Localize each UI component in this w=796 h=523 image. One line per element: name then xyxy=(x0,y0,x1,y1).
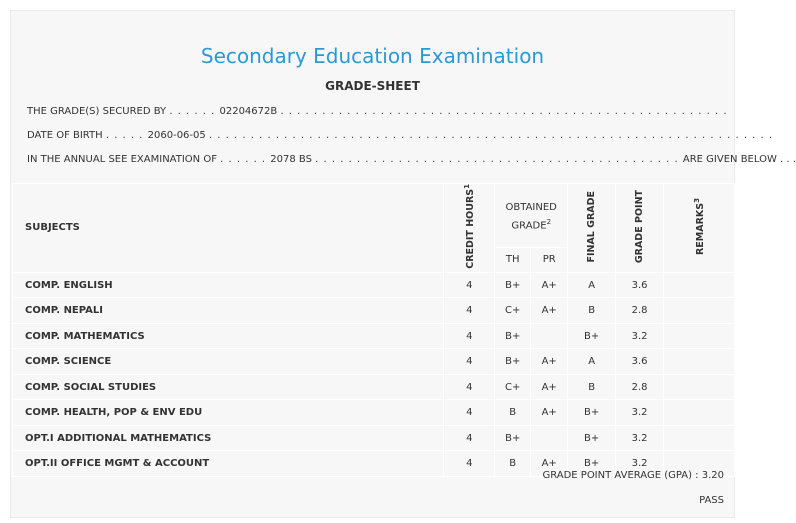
subject-name: COMP. ENGLISH xyxy=(13,272,444,298)
table-row xyxy=(13,374,735,400)
grades-table xyxy=(12,183,735,477)
final-grade-cell: A xyxy=(568,272,616,298)
table-row xyxy=(13,349,735,375)
remarks-cell xyxy=(664,374,735,400)
table-row xyxy=(13,298,735,324)
remarks-cell xyxy=(664,425,735,451)
dob-line: DATE OF BIRTH . . . . . 2060-06-05 . . . . . . . . . . . . . . . . . . . . . . . . . . . . . . . . . . . . . . . . . . . . . . . . . . . . . . . . . . . . . . . . . . . . xyxy=(27,130,774,141)
grade-point-cell: 2.8 xyxy=(616,298,664,324)
subject-name: COMP. NEPALI xyxy=(13,298,444,324)
remarks-cell xyxy=(664,349,735,375)
remarks-cell xyxy=(664,298,735,324)
credit-hours-cell: 4 xyxy=(444,451,495,477)
grade-point-cell: 3.2 xyxy=(616,451,664,477)
grade-point-cell: 3.2 xyxy=(616,425,664,451)
th-grade-cell: B xyxy=(495,400,531,426)
final-grade-cell: B+ xyxy=(568,323,616,349)
page-subtitle: GRADE-SHEET xyxy=(325,79,420,93)
pr-grade-cell: A+ xyxy=(531,374,568,400)
final-grade-cell: B+ xyxy=(568,400,616,426)
exam-label: IN THE ANNUAL SEE EXAMINATION OF xyxy=(27,154,217,165)
grade-point-cell: 3.2 xyxy=(616,323,664,349)
exam-suffix: ARE GIVEN BELOW . . . xyxy=(682,154,796,165)
gpa-line xyxy=(542,470,724,481)
table-row xyxy=(13,272,735,298)
symbol-number: 02204672B xyxy=(219,106,278,117)
header-grade-point: GRADE POINT xyxy=(616,184,664,273)
grade-sheet xyxy=(10,10,796,518)
subject-name: COMP. HEALTH, POP & ENV EDU xyxy=(13,400,444,426)
th-grade-cell: B+ xyxy=(495,349,531,375)
credit-hours-cell: 4 xyxy=(444,374,495,400)
grade-secured-label: THE GRADE(S) SECURED BY xyxy=(27,106,167,117)
subject-name: COMP. SCIENCE xyxy=(13,349,444,375)
th-grade-cell: B+ xyxy=(495,425,531,451)
page-title: Secondary Education Examination xyxy=(200,44,545,68)
final-grade-cell: A xyxy=(568,349,616,375)
th-grade-cell: B+ xyxy=(495,272,531,298)
header-remarks: REMARKS$^3$ xyxy=(664,184,735,273)
gpa-value: 3.20 xyxy=(701,470,724,481)
subject-name: COMP. SOCIAL STUDIES xyxy=(13,374,444,400)
header-final-grade: FINAL GRADE xyxy=(568,184,616,273)
credit-hours-cell: 4 xyxy=(444,298,495,324)
table-row xyxy=(13,400,735,426)
credit-hours-cell: 4 xyxy=(444,272,495,298)
table-row xyxy=(13,425,735,451)
exam-year: 2078 BS xyxy=(270,154,312,165)
table-row xyxy=(13,323,735,349)
header-credit-hours: CREDIT HOURS$^1$ xyxy=(444,184,495,273)
remarks-cell xyxy=(664,272,735,298)
gpa-label: GRADE POINT AVERAGE (GPA) : xyxy=(542,470,699,481)
pr-grade-cell: A+ xyxy=(531,400,568,426)
grade-point-cell: 3.2 xyxy=(616,400,664,426)
pr-grade-cell: A+ xyxy=(531,451,568,477)
header-subjects: SUBJECTS xyxy=(13,184,444,273)
grade-point-cell: 3.6 xyxy=(616,349,664,375)
final-grade-cell: B+ xyxy=(568,451,616,477)
th-grade-cell: C+ xyxy=(495,298,531,324)
subject-name: OPT.II OFFICE MGMT & ACCOUNT xyxy=(13,451,444,477)
dob-label: DATE OF BIRTH xyxy=(27,130,103,141)
remarks-cell xyxy=(664,400,735,426)
header-obtained-grade: OBTAINED GRADE$^2$ xyxy=(495,184,568,248)
pr-grade-cell xyxy=(531,425,568,451)
th-grade-cell: B+ xyxy=(495,323,531,349)
header-pr: PR xyxy=(531,247,568,272)
credit-hours-cell: 4 xyxy=(444,323,495,349)
pr-grade-cell: A+ xyxy=(531,349,568,375)
credit-hours-cell: 4 xyxy=(444,425,495,451)
subject-name: OPT.I ADDITIONAL MATHEMATICS xyxy=(13,425,444,451)
pr-grade-cell: A+ xyxy=(531,298,568,324)
dob-value: 2060-06-05 xyxy=(147,130,206,141)
remarks-cell xyxy=(664,323,735,349)
final-grade-cell: B+ xyxy=(568,425,616,451)
result-status: PASS xyxy=(699,495,724,506)
th-grade-cell: B xyxy=(495,451,531,477)
grade-point-cell: 3.6 xyxy=(616,272,664,298)
th-grade-cell: C+ xyxy=(495,374,531,400)
final-grade-cell: B xyxy=(568,374,616,400)
grade-point-cell: 2.8 xyxy=(616,374,664,400)
pr-grade-cell: A+ xyxy=(531,272,568,298)
subject-name: COMP. MATHEMATICS xyxy=(13,323,444,349)
header-th: TH xyxy=(495,247,531,272)
pr-grade-cell xyxy=(531,323,568,349)
credit-hours-cell: 4 xyxy=(444,400,495,426)
credit-hours-cell: 4 xyxy=(444,349,495,375)
symbol-line: THE GRADE(S) SECURED BY . . . . . . 02204672B . . . . . . . . . . . . . . . . . . . . . . . . . . . . . . . . . . . . . . . . . . . . . . . . . . . . . . xyxy=(27,106,728,117)
exam-line: IN THE ANNUAL SEE EXAMINATION OF . . . . . . 2078 BS . . . . . . . . . . . . . . . . . . . . . . . . . . . . . . . . . . . . . . . . . . . . ARE GIVEN BELOW . . . xyxy=(27,154,796,165)
final-grade-cell: B xyxy=(568,298,616,324)
